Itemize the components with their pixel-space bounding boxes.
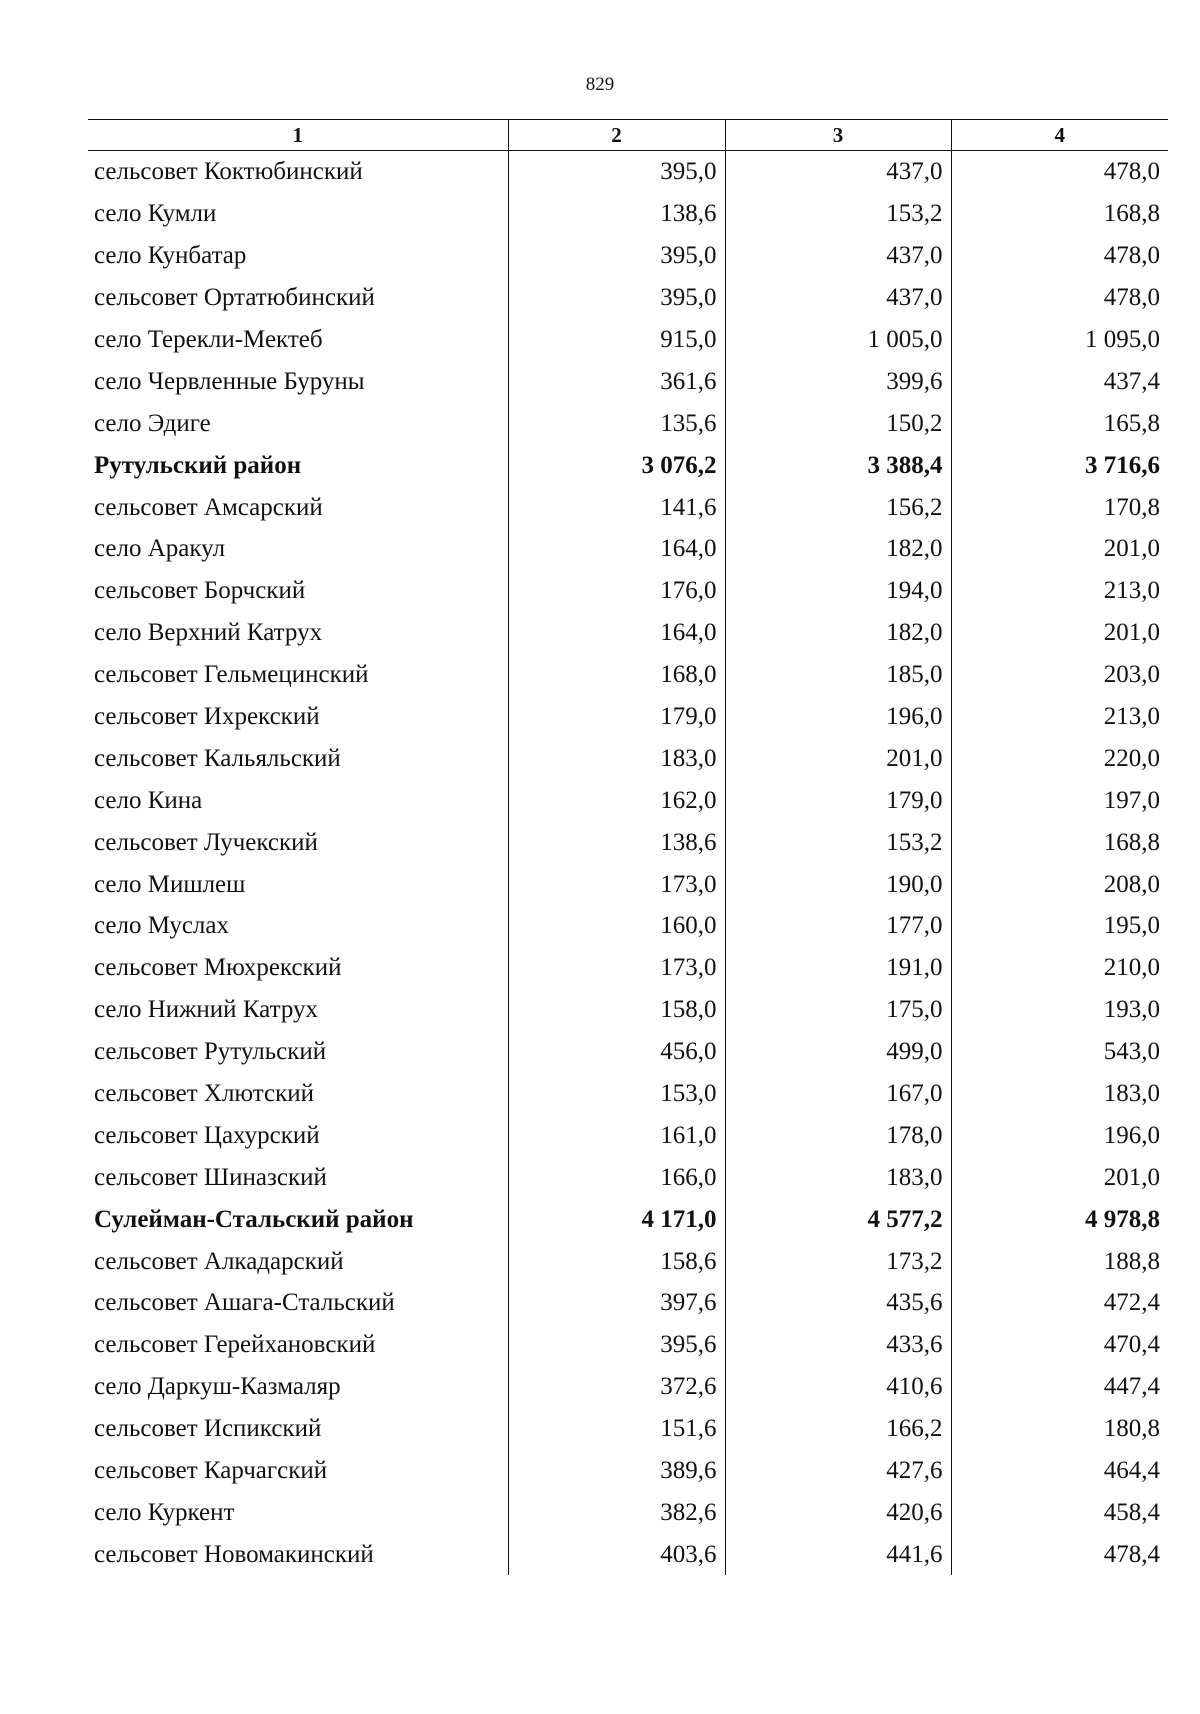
row-value-col-4: 464,4 — [951, 1450, 1168, 1492]
row-name-cell: сельсовет Мюхрекский — [94, 954, 342, 982]
table-row — [88, 402, 1168, 444]
row-value-col-4: 478,0 — [951, 277, 1168, 319]
table-row — [88, 1114, 1168, 1156]
row-name-cell: сельсовет Ихрекский — [94, 703, 320, 731]
row-value-col-2: 397,6 — [508, 1282, 725, 1324]
header-col-4: 4 — [951, 120, 1168, 151]
row-value-col-3: 420,6 — [725, 1492, 951, 1534]
table-row — [88, 486, 1168, 528]
row-name-cell: село Куркент — [94, 1498, 235, 1526]
row-value-col-4: 478,4 — [951, 1533, 1168, 1575]
row-value-col-2: 395,0 — [508, 235, 725, 277]
row-value-col-2: 4 171,0 — [508, 1198, 725, 1240]
row-value-col-2: 403,6 — [508, 1533, 725, 1575]
row-value-col-3: 182,0 — [725, 528, 951, 570]
row-value-col-4: 193,0 — [951, 989, 1168, 1031]
table-row — [88, 1156, 1168, 1198]
row-name-cell: сельсовет Новомакинский — [94, 1540, 374, 1568]
row-name-cell: сельсовет Ашага-Стальский — [94, 1289, 395, 1317]
table-row — [88, 277, 1168, 319]
table-row — [88, 821, 1168, 863]
row-name-cell: сельсовет Рутульский — [94, 1038, 327, 1066]
row-value-col-4: 170,8 — [951, 486, 1168, 528]
table-row — [88, 570, 1168, 612]
table-row — [88, 1492, 1168, 1534]
row-value-col-3: 441,6 — [725, 1533, 951, 1575]
row-value-col-3: 433,6 — [725, 1324, 951, 1366]
table-row — [88, 1324, 1168, 1366]
header-col-2: 2 — [508, 120, 725, 151]
table-row — [88, 235, 1168, 277]
row-name-cell: сельсовет Борчский — [94, 577, 306, 605]
table-row — [88, 989, 1168, 1031]
row-value-col-2: 395,6 — [508, 1324, 725, 1366]
row-value-col-3: 185,0 — [725, 654, 951, 696]
row-name-cell: сельсовет Кальяльский — [94, 744, 341, 772]
row-value-col-3: 437,0 — [725, 235, 951, 277]
table-row — [88, 1408, 1168, 1450]
row-value-col-3: 153,2 — [725, 193, 951, 235]
row-value-col-4: 195,0 — [951, 905, 1168, 947]
table-row — [88, 528, 1168, 570]
row-value-col-2: 166,0 — [508, 1156, 725, 1198]
row-value-col-3: 410,6 — [725, 1366, 951, 1408]
row-value-col-3: 167,0 — [725, 1073, 951, 1115]
row-value-col-2: 141,6 — [508, 486, 725, 528]
row-value-col-3: 178,0 — [725, 1114, 951, 1156]
row-name-cell: сельсовет Цахурский — [94, 1121, 320, 1149]
row-value-col-3: 150,2 — [725, 402, 951, 444]
row-value-col-3: 437,0 — [725, 277, 951, 319]
row-value-col-2: 168,0 — [508, 654, 725, 696]
row-value-col-3: 427,6 — [725, 1450, 951, 1492]
row-value-col-3: 196,0 — [725, 696, 951, 738]
row-name-cell: сельсовет Ортатюбинский — [94, 284, 375, 312]
row-name-cell: село Терекли-Мектеб — [94, 326, 323, 353]
row-name-cell: село Аракул — [94, 535, 226, 563]
row-value-col-4: 478,0 — [951, 151, 1168, 193]
row-name-cell: село Верхний Катрух — [94, 619, 323, 647]
row-name-cell: село Муслах — [94, 912, 229, 940]
table-header — [88, 120, 1168, 151]
table-row — [88, 1450, 1168, 1492]
row-value-col-2: 173,0 — [508, 947, 725, 989]
table-row — [88, 737, 1168, 779]
row-name-cell: сельсовет Амсарский — [94, 493, 323, 521]
row-value-col-3: 177,0 — [725, 905, 951, 947]
row-value-col-2: 395,0 — [508, 151, 725, 193]
row-value-col-2: 456,0 — [508, 1031, 725, 1073]
header-col-1: 1 — [88, 120, 508, 151]
row-name-cell: сельсовет Герейхановский — [94, 1331, 376, 1359]
row-value-col-3: 435,6 — [725, 1282, 951, 1324]
row-value-col-2: 395,0 — [508, 277, 725, 319]
row-name-cell: сельсовет Испикский — [94, 1415, 322, 1443]
row-value-col-4: 196,0 — [951, 1114, 1168, 1156]
row-value-col-4: 165,8 — [951, 402, 1168, 444]
table-row — [88, 947, 1168, 989]
row-name-cell: сельсовет Гельмецинский — [94, 661, 369, 689]
row-value-col-2: 151,6 — [508, 1408, 725, 1450]
row-value-col-4: 201,0 — [951, 1156, 1168, 1198]
row-name-cell: сельсовет Шиназский — [94, 1163, 327, 1191]
table-row — [88, 1282, 1168, 1324]
row-value-col-2: 183,0 — [508, 737, 725, 779]
header-col-3: 3 — [725, 120, 951, 151]
district-total-row — [88, 444, 1168, 486]
table-row — [88, 1031, 1168, 1073]
table-row — [88, 1533, 1168, 1575]
row-value-col-2: 160,0 — [508, 905, 725, 947]
row-value-col-4: 168,8 — [951, 821, 1168, 863]
row-value-col-2: 176,0 — [508, 570, 725, 612]
table-row — [88, 360, 1168, 402]
page-number: 829 — [585, 74, 615, 95]
row-value-col-3: 190,0 — [725, 863, 951, 905]
row-value-col-4: 458,4 — [951, 1492, 1168, 1534]
row-value-col-3: 201,0 — [725, 737, 951, 779]
row-value-col-4: 168,8 — [951, 193, 1168, 235]
row-value-col-4: 201,0 — [951, 612, 1168, 654]
row-value-col-3: 183,0 — [725, 1156, 951, 1198]
row-value-col-4: 4 978,8 — [951, 1198, 1168, 1240]
row-value-col-2: 382,6 — [508, 1492, 725, 1534]
district-total-row — [88, 1198, 1168, 1240]
row-value-col-4: 201,0 — [951, 528, 1168, 570]
row-value-col-2: 915,0 — [508, 319, 725, 361]
row-value-col-3: 191,0 — [725, 947, 951, 989]
row-name-cell: село Эдиге — [94, 409, 211, 437]
table-row — [88, 319, 1168, 361]
row-value-col-2: 161,0 — [508, 1114, 725, 1156]
row-name-cell: сельсовет Коктюбинский — [94, 158, 363, 186]
row-value-col-3: 437,0 — [725, 151, 951, 193]
row-name-cell: село Нижний Катрух — [94, 996, 319, 1024]
row-value-col-3: 166,2 — [725, 1408, 951, 1450]
row-name-cell: село Мишлеш — [94, 870, 246, 898]
row-value-col-4: 543,0 — [951, 1031, 1168, 1073]
row-value-col-4: 208,0 — [951, 863, 1168, 905]
row-value-col-2: 162,0 — [508, 779, 725, 821]
row-name-cell: Рутульский район — [94, 451, 302, 479]
row-value-col-2: 173,0 — [508, 863, 725, 905]
row-name-cell: сельсовет Лучекский — [94, 828, 318, 856]
row-value-col-4: 478,0 — [951, 235, 1168, 277]
table-body — [88, 151, 1168, 1576]
row-value-col-2: 389,6 — [508, 1450, 725, 1492]
row-value-col-2: 158,6 — [508, 1240, 725, 1282]
row-name-cell: село Кина — [94, 786, 203, 814]
row-value-col-4: 437,4 — [951, 360, 1168, 402]
row-value-col-4: 213,0 — [951, 570, 1168, 612]
row-value-col-4: 472,4 — [951, 1282, 1168, 1324]
row-value-col-2: 138,6 — [508, 193, 725, 235]
row-value-col-3: 153,2 — [725, 821, 951, 863]
row-value-col-3: 499,0 — [725, 1031, 951, 1073]
row-value-col-4: 203,0 — [951, 654, 1168, 696]
row-value-col-4: 213,0 — [951, 696, 1168, 738]
table-row — [88, 779, 1168, 821]
row-value-col-2: 138,6 — [508, 821, 725, 863]
row-value-col-3: 173,2 — [725, 1240, 951, 1282]
row-name-cell: село Даркуш-Казмаляр — [94, 1373, 341, 1401]
row-value-col-3: 194,0 — [725, 570, 951, 612]
row-value-col-3: 399,6 — [725, 360, 951, 402]
table-row — [88, 1073, 1168, 1115]
row-value-col-4: 197,0 — [951, 779, 1168, 821]
row-value-col-4: 210,0 — [951, 947, 1168, 989]
row-name-cell: сельсовет Алкадарский — [94, 1247, 344, 1275]
row-name-cell: сельсовет Карчагский — [94, 1457, 328, 1485]
header-row — [88, 120, 1168, 151]
row-name-cell: село Кунбатар — [94, 242, 247, 270]
row-value-col-2: 153,0 — [508, 1073, 725, 1115]
table-row — [88, 696, 1168, 738]
row-value-col-3: 182,0 — [725, 612, 951, 654]
row-value-col-3: 3 388,4 — [725, 444, 951, 486]
row-value-col-4: 188,8 — [951, 1240, 1168, 1282]
row-value-col-2: 361,6 — [508, 360, 725, 402]
row-name-cell: Сулейман-Стальский район — [94, 1205, 414, 1233]
table-row — [88, 612, 1168, 654]
row-value-col-2: 372,6 — [508, 1366, 725, 1408]
row-value-col-4: 180,8 — [951, 1408, 1168, 1450]
table-row — [88, 1240, 1168, 1282]
row-value-col-4: 470,4 — [951, 1324, 1168, 1366]
row-value-col-4: 3 716,6 — [951, 444, 1168, 486]
table-row — [88, 151, 1168, 193]
row-value-col-4: 183,0 — [951, 1073, 1168, 1115]
table-row — [88, 905, 1168, 947]
row-value-col-2: 179,0 — [508, 696, 725, 738]
row-value-col-2: 135,6 — [508, 402, 725, 444]
row-value-col-4: 220,0 — [951, 737, 1168, 779]
row-value-col-3: 179,0 — [725, 779, 951, 821]
row-name-cell: сельсовет Хлютский — [94, 1080, 315, 1108]
table-row — [88, 863, 1168, 905]
table-row — [88, 1366, 1168, 1408]
row-value-col-2: 164,0 — [508, 612, 725, 654]
row-name-cell: село Червленные Буруны — [94, 367, 365, 395]
row-value-col-3: 156,2 — [725, 486, 951, 528]
row-value-col-2: 158,0 — [508, 989, 725, 1031]
table-row — [88, 193, 1168, 235]
row-value-col-3: 4 577,2 — [725, 1198, 951, 1240]
row-value-col-3: 1 005,0 — [725, 319, 951, 361]
row-value-col-2: 164,0 — [508, 528, 725, 570]
row-value-col-2: 3 076,2 — [508, 444, 725, 486]
table-row — [88, 654, 1168, 696]
row-name-cell: село Кумли — [94, 200, 217, 228]
budget-table — [88, 119, 1168, 1575]
row-value-col-4: 1 095,0 — [951, 319, 1168, 361]
row-value-col-4: 447,4 — [951, 1366, 1168, 1408]
row-value-col-3: 175,0 — [725, 989, 951, 1031]
